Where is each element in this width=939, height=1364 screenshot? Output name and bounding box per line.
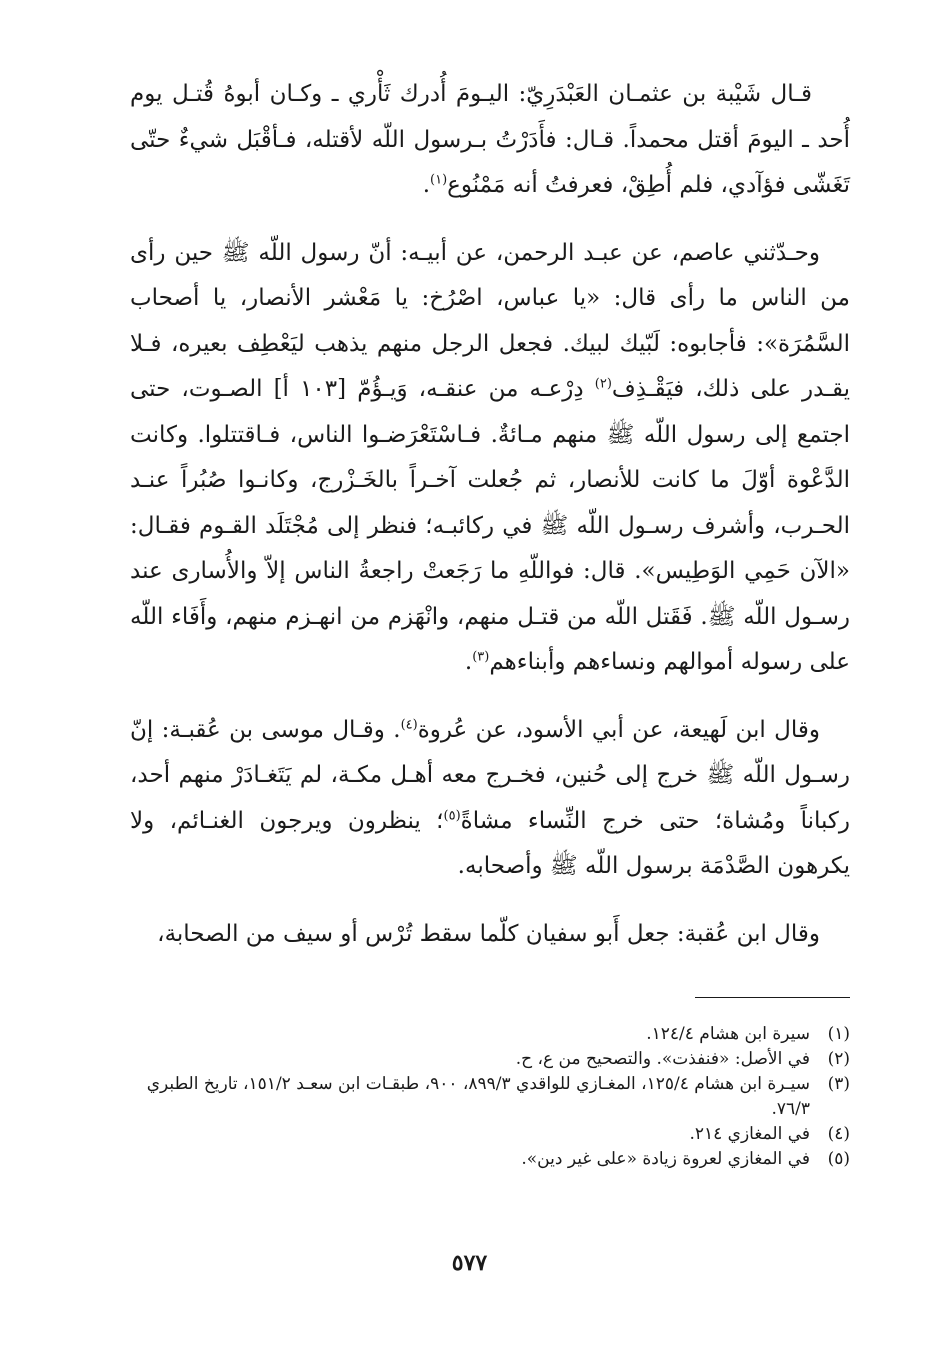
footnote-text: سيرة ابن هشام ١٢٤/٤.: [646, 1024, 810, 1044]
paragraph-text-continued: . وقـال موسى بن عُقبـة: إنّ رسـول اللّه ﷺ خرج إلى حُنين، فخـرج معه أهـل مكـة، لم يَتَغـادَرْ منهم أحد، ركباناً ومُشاة؛ حتى خرج النِّساء مشاةً: [130, 716, 850, 834]
footnote-marker: (٥): [443, 807, 461, 823]
footnote-item: [115, 1122, 850, 1147]
footnote-number: (٣): [827, 1074, 850, 1094]
footnote-separator: [695, 997, 850, 998]
paragraph-3: [130, 708, 850, 890]
paragraph-2: [130, 231, 850, 686]
footnote-marker: (٣): [472, 649, 490, 665]
footnote-text: في المغازي ٢١٤.: [689, 1124, 810, 1144]
footnote-text: سيـرة ابن هشام ١٢٥/٤، المغـازي للواقدي ٨٩٩/٣، ٩٠٠، طبقـات ابن سعـد ١٥١/٢، تاريخ الطبري ٧٦/٣.: [146, 1074, 810, 1119]
paragraph-tail: .: [464, 649, 473, 675]
paragraph-tail: ؛ ينظرون ويرجون الغنـائم، ولا يكرهون الصَّدْمَة برسول اللّه ﷺ وأصحابه.: [130, 807, 850, 879]
page-number: ٥٧٧: [451, 1250, 488, 1276]
footnote-marker: (١): [430, 172, 448, 188]
footnote-item: [115, 1022, 850, 1047]
footnote-marker: (٤): [400, 716, 418, 732]
footnote-number: (٢): [827, 1049, 850, 1069]
main-text: [130, 72, 850, 979]
paragraph-4: [130, 912, 850, 958]
footnote-item: [115, 1072, 850, 1122]
paragraph-text: وقال ابن عُقبة: جعل أَبو سفيان كلّما سقط تُرْس أو سيف من الصحابة،: [157, 920, 820, 947]
footnote-marker: (٢): [594, 376, 612, 392]
footnote-item: [115, 1147, 850, 1172]
footnote-text: في الأصل: «فنفذت». والتصحيح من ع، ح.: [515, 1049, 810, 1069]
footnotes: [115, 1022, 850, 1172]
paragraph-text: وقال ابن لَهيعة، عن أبي الأسود، عن عُروة: [417, 716, 820, 743]
footnote-number: (٥): [827, 1149, 850, 1169]
footnote-number: (٤): [827, 1124, 850, 1144]
footnote-text: في المغازي لعروة زيادة «على غير دين».: [521, 1149, 810, 1169]
paragraph-1: [130, 72, 850, 209]
paragraph-text: وحـدّثني عاصم، عن عبـد الرحمن، عن أبيـه: أنّ رسول اللّه ﷺ حين رأى من الناس ما رأى قال: «يا عباس، اصْرُخ: يا مَعْشر الأنصار، يا أصحاب السَّمُرَة»: فأجابوه: لَبّيك لبيك. فجعل الرجل منهم يذهب ليَعْطِف بعيره، فـلا يقـدر على ذلك، فيَقْـذِف: [130, 239, 850, 402]
paragraph-text: قـال شَيْبة بن عثمـان العَبْدَرِيّ: اليـومَ أُدرك ثَأْري ـ وكـان أبوهُ قُتـل يوم أُحد ـ اليومَ أقتل محمداً. قـال: فأَدَرْتُ بـرسول اللّه لأقتله، فـأقْبَل شيءٌ حتّى تَغَشّى فؤآدي، فلم أُطِقْ، فعرفتُ أنه مَمْنُوع: [130, 81, 850, 198]
paragraph-text-continued: دِرْعـه من عنقـه، وَيـؤُمّ [١٠٣ أ] الصـوت، حتى اجتمع إلى رسول اللّه ﷺ منهم مـائةٌ. فـاسْتَعْرَضـوا الناس، فـاقتتلوا. وكانت الدَّعْوة أوّلَ ما كانت للأنصار، ثم جُعلت آخـراً بالخَـزْرج، وكانـوا صُبُراً عنـد الحـرب، وأشرف رسـول اللّه ﷺ في ركائبـه؛ فنظر إلى مُجْتَلَد القـوم فقـال: «الآن حَمِي الوَطِيس». قال: فواللّهِ ما رَجَعتْ راجعةُ الناس إلاّ والأُسارى عند رسـول اللّه ﷺ. فَقَتل اللّه من قتـل منهم، وانْهَزم من انهـزم منهم، وأَفَاء اللّه على رسوله أموالهم ونساءهم وأبناءهم: [130, 376, 851, 675]
footnote-item: [115, 1047, 850, 1072]
paragraph-tail: .: [422, 172, 430, 198]
footnote-number: (١): [827, 1024, 850, 1044]
